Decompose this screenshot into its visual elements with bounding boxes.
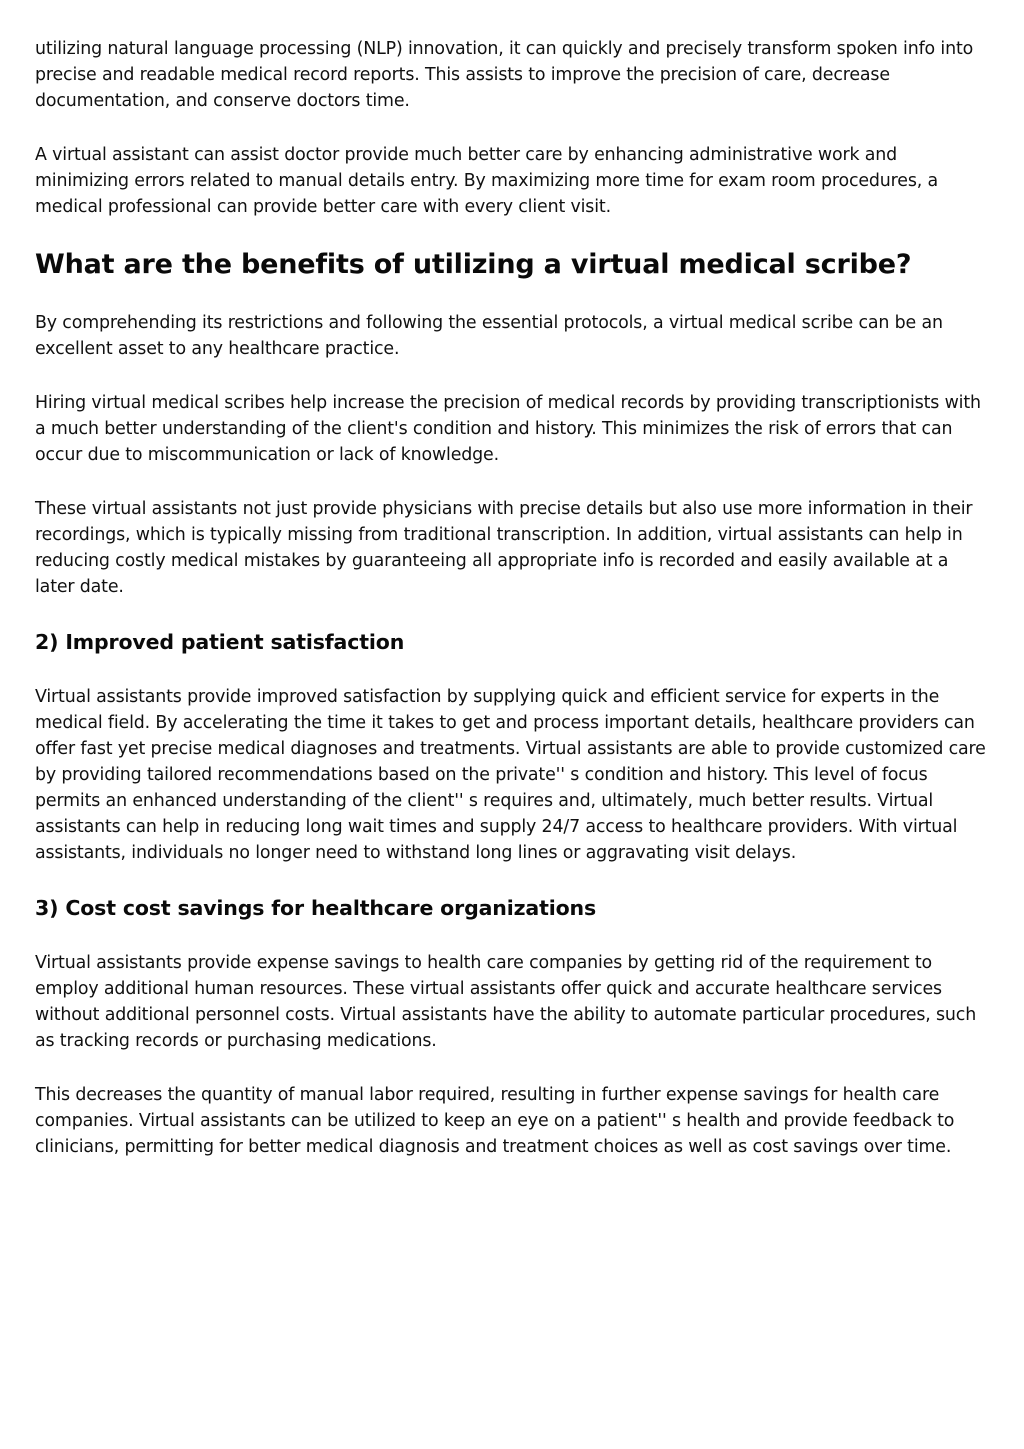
paragraph: Virtual assistants provide expense savings to health care companies by getting rid of the requirement to employ additional human resources. These virtual assistants offer quick and accurate healthcare services without additional personnel costs. Virtual assistants have the ability to automate particular procedures, such as tracking records or purchasing medications. (35, 953, 977, 1051)
subsection-heading-cost-savings: 3) Cost cost savings for healthcare organizations (35, 896, 597, 920)
paragraph: Virtual assistants provide improved satisfaction by supplying quick and efficient service for experts in the medical field. By accelerating the time it takes to get and process important details, healthcare providers can offer fast yet precise medical diagnoses and treatments. Virtual assistants are able to provide customized care by providing tailored recommendations based on the private'' s condition and history. This level of focus permits an enhanced understanding of the client'' s requires and, ultimately, much better results. Virtual assistants can help in reducing long wait times and supply 24/7 access to healthcare providers. With virtual assistants, individuals no longer need to withstand long lines or aggravating visit delays. (35, 687, 986, 863)
subsection-heading-improved-patient-satisfaction: 2) Improved patient satisfaction (35, 630, 405, 654)
paragraph: By comprehending its restrictions and following the essential protocols, a virtual medical scribe can be an excellent asset to any healthcare practice. (35, 313, 943, 359)
paragraph: This decreases the quantity of manual labor required, resulting in further expense savings for health care companies. Virtual assistants can be utilized to keep an eye on a patient'' s health and provide feedback to clinicians, permitting for better medical diagnosis and treatment choices as well as cost savings over time. (35, 1085, 955, 1157)
paragraph: Hiring virtual medical scribes help increase the precision of medical records by providing transcriptionists with a much better understanding of the client's condition and history. This minimizes the risk of errors that can occur due to miscommunication or lack of knowledge. (35, 393, 981, 465)
section-heading: What are the benefits of utilizing a virtual medical scribe? (35, 249, 912, 280)
paragraph: utilizing natural language processing (NLP) innovation, it can quickly and precisely transform spoken info into precise and readable medical record reports. This assists to improve the precision of care, decrease documentation, and conserve doctors time. (35, 39, 974, 111)
paragraph: A virtual assistant can assist doctor provide much better care by enhancing administrative work and minimizing errors related to manual details entry. By maximizing more time for exam room procedures, a medical professional can provide better care with every client visit. (35, 145, 939, 217)
article-body (35, 36, 993, 1188)
paragraph: These virtual assistants not just provide physicians with precise details but also use more information in their recordings, which is typically missing from traditional transcription. In addition, virtual assistants can help in reducing costly medical mistakes by guaranteeing all appropriate info is recorded and easily available at a later date. (35, 499, 973, 597)
